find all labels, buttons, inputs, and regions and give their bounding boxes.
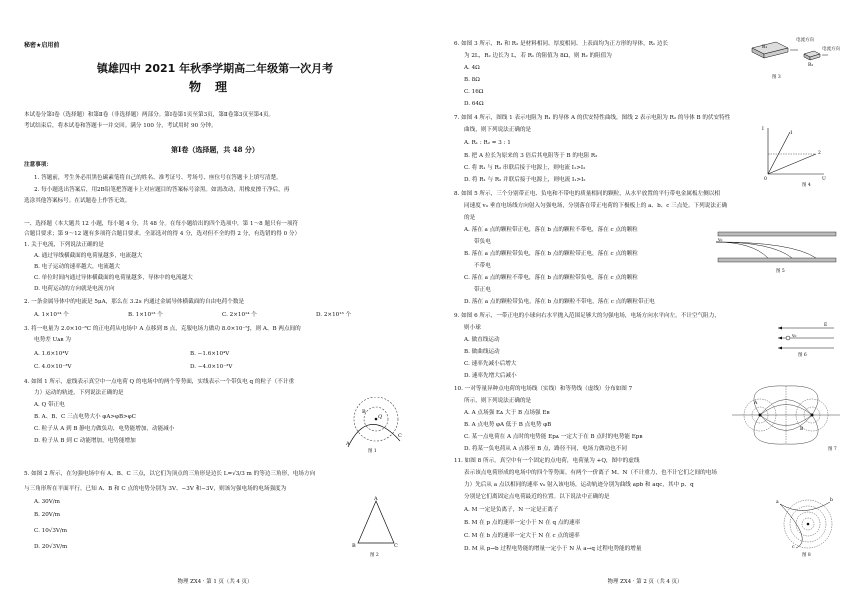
q8-option-a: A. 落在 a 点的颗粒带正电，落在 b 点的颗粒不带电，落在 c 点的颗粒 (464, 227, 638, 233)
svg-text:C: C (398, 433, 402, 439)
figure-5-caption: 图 5 (776, 269, 785, 274)
svg-text:0: 0 (764, 177, 767, 182)
q7-option-a: A. R₁ : R₂ = 3 : 1 (464, 140, 511, 146)
q4-option-d: D. 粒子从 B 到 C 动能增加，电势能增加 (34, 438, 136, 444)
figure-6-caption: 图 6 (798, 353, 807, 358)
svg-text:R₁: R₁ (762, 45, 768, 50)
notice-1: 1. 答题前，考生务必用黑色碳素笔将自己的姓名、准考证号、考场号、座位号在答题卡上填写清楚。 (34, 175, 282, 181)
q11-stem-3: 力）先后从 a 点以相同的速率 v₀ 射入该电场，运动轨迹分别为曲线 apb 和 aqc，其中 p、q (464, 482, 694, 488)
q6-option-b: B. 8Ω (464, 77, 480, 83)
notice-2: 2. 每小题选出答案后，用2B铅笔把答题卡上对应题目的答案标号涂黑。如需改动，用橡皮擦干净后，再 (34, 187, 290, 193)
section1-line-2: 合题目要求；第 9～12 题有多项符合题目要求。全部选对的得 4 分，选对但不全的得 2 分，有选错的得 0 分） (24, 231, 301, 237)
q6-stem-2: 为 2L，R₂ 边长为 L，若 R₁ 的阻值为 8Ω，则 R₂ 的阻值为 (464, 53, 612, 59)
svg-text:B: B (800, 427, 804, 432)
q1-option-a: A. 通过导线横截面的电荷量越多，电流越大 (34, 253, 143, 259)
q4-stem-1: 4. 如图 1 所示，虚线表示真空中一点电荷 Q 的电场中的两个等势面，实线表示一个带负电 q 的粒子（不计重 (24, 379, 295, 385)
exam-title: 镇雄四中 2021 年秋季学期高二年级第一次月考 (96, 62, 334, 75)
q1-stem: 1. 关于电流，下列说法正确的是 (24, 242, 104, 248)
q4-option-a: A. Q 带正电 (34, 402, 65, 408)
figure-1-caption: 图 1 (368, 449, 377, 454)
q5-stem-2: 与三角形所在平面平行。已知 A、B 和 C 点的电势分别为 3V、−3V 和−3V，则该匀强电场的电场强度为 (24, 486, 287, 492)
figure-1 (338, 397, 408, 455)
q3-stem-1: 3. 将一电量为 2.0×10⁻⁸C 的正电荷从电场中 A 点移到 B 点，克服电场力做功 8.0×10⁻⁵J，则 A、B 两点间的 (24, 326, 301, 332)
svg-text:a: a (776, 500, 779, 505)
figure-3 (748, 36, 838, 76)
q2-option-c: C. 2×10¹⁴ 个 (222, 312, 257, 318)
svg-text:v₀: v₀ (718, 238, 723, 243)
q6-option-a: A. 4Ω (464, 65, 480, 71)
notice-title: 注意事项： (24, 162, 52, 168)
svg-text:2: 2 (818, 151, 821, 156)
svg-text:C: C (394, 543, 398, 549)
q1-option-d: D. 电荷运动的方向就是电流方向 (34, 286, 115, 292)
q10-stem-2: 所示，则下列说法正确的是 (464, 398, 532, 404)
q9-option-a: A. 做直线运动 (464, 337, 500, 343)
figure-2-caption: 图 2 (370, 553, 379, 558)
svg-text:A: A (754, 401, 758, 406)
q1-option-c: C. 单位时间内通过导体横截面的电荷量越多，导体中的电流越大 (34, 275, 193, 281)
svg-text:E: E (824, 323, 828, 328)
q8-stem-2: 同速度 v₀ 垂直电场线方向射入匀强电场，分别落在带正电荷的下极板上的 a、b、c 三点处。下列说法正确 (464, 203, 728, 209)
q10-option-c: C. 某一点电荷在 A 点时的电势能 Epᴀ 一定大于在 B 点时的电势能 Epʙ (464, 434, 643, 440)
page-2-footer: 物理 ZX4 · 第 2 页（共 4 页） (607, 579, 683, 585)
q5-option-b: B. 20V/m (34, 512, 61, 518)
q8-option-c: C. 落在 a 点的颗粒不带电，落在 b 点的颗粒带负电，落在 c 点的颗粒 (464, 275, 638, 281)
subject-title: 物理 (188, 80, 241, 94)
svg-text:A: A (374, 496, 378, 502)
q4-stem-2: 力）运动的轨迹，下列说法正确的是 (34, 390, 124, 396)
q7-stem-1: 7. 如图 4 所示，图线 1 表示电阻为 R₁ 的导体 A 的伏安特性曲线，图线 2 表示电阻为 R₂ 的导体 B 的伏安特性 (454, 115, 731, 121)
q5-option-a: A. 30V/m (34, 499, 60, 505)
q8-stem-1: 8. 如图 5 所示，三个分别带正电、负电和不带电的质量相同的颗粒，从水平放置的平行带电金属板左侧以相 (454, 191, 720, 197)
svg-text:Q: Q (378, 414, 383, 420)
figure-2 (350, 495, 400, 551)
q11-option-c: C. M 在 b 点的速率一定大于 N 在 c 点的速率 (464, 533, 580, 539)
figure-8 (774, 494, 840, 550)
q3-option-c: C. 4.0×10⁻³V (34, 364, 72, 370)
q7-stem-2: 曲线，则下列说法正确的是 (464, 127, 532, 133)
svg-text:B: B (352, 543, 356, 549)
figure-8-caption: 图 8 (802, 553, 811, 558)
figure-5 (712, 228, 842, 272)
q10-option-d: D. 将某一负电荷从 A 点移至 B 点，路径不同，电场力做功也不同 (464, 446, 627, 452)
svg-text:I: I (762, 127, 764, 132)
svg-text:R₂: R₂ (808, 63, 814, 68)
q4-option-b: B. A、B、C 三点电势大小 φA>φB>φC (34, 414, 136, 420)
q2-option-a: A. 1×10¹⁴ 个 (34, 312, 69, 318)
q5-stem-1: 5. 如图 2 所示，在匀强电场中有 A、B、C 三点，以它们为顶点的三角形是边长 L=√3/3 m 的等边三角形，电场方向 (24, 471, 316, 477)
svg-text:v₀: v₀ (792, 334, 797, 339)
q8-option-a-cont: 带负电 (474, 239, 491, 245)
secret-label: 秘密★启用前 (24, 42, 60, 49)
q9-option-b: B. 做曲线运动 (464, 349, 500, 355)
figure-7 (730, 384, 842, 446)
svg-text:b: b (830, 498, 833, 503)
q5-option-d: D. 20√3V/m (34, 544, 68, 550)
q2-stem: 2. 一条金属导体中的电流是 5μA，那么在 3.2s 内通过金属导体横截面的自由电荷个数是 (24, 299, 245, 305)
q11-stem-1: 11. 如图 8 所示，真空中有一个固定的点电荷，电荷量为 +Q，图中的虚线 (454, 458, 640, 464)
q10-option-a: A. A 点场强 Eᴀ 大于 B 点场强 Eʙ (464, 410, 550, 416)
q4-option-c: C. 粒子从 A 到 B 静电力做负功，电势能增加，动能减小 (34, 426, 175, 432)
q8-option-c-cont: 带正电 (474, 287, 491, 293)
q10-stem-1: 10. 一对等量异种点电荷的电场线（实线）和等势线（虚线）分布如图 7 (454, 386, 633, 392)
q11-option-b: B. M 在 p 点的速率一定小于 N 在 q 点的速率 (464, 520, 581, 526)
svg-text:c: c (792, 545, 795, 550)
svg-text:1: 1 (790, 131, 793, 136)
figure-6 (768, 322, 838, 356)
intro-line-2: 考试结束后，将本试卷和答题卡一并交回。满分 100 分，考试用时 90 分钟。 (24, 123, 217, 129)
q11-stem-2: 表示该点电荷形成的电场中的四个等势面。有两个一价离子 M、N（不计重力，也不计它们之间的电场 (464, 470, 717, 476)
q7-option-c: C. 将 R₁ 与 R₂ 串联后接于电源上，则电流 I₁>I₂ (464, 165, 586, 171)
page-2 (430, 0, 860, 589)
svg-text:A: A (346, 441, 350, 447)
q9-option-d: D. 速率先增大后减小 (464, 373, 517, 379)
q11-option-a: A. M 一定是负离子，N 一定是正离子 (464, 507, 559, 513)
q10-option-b: B. A 点电势 φA 低于 B 点电势 φB (464, 422, 552, 428)
section1-line-1: 一、选择题（本大题共 12 小题，每小题 4 分，共 48 分。在每小题给出的四个选项中，第 1～8 题只有一项符 (24, 221, 299, 227)
figure-3-label-1: 电流方向 (796, 38, 814, 43)
figure-7-caption: 图 7 (828, 447, 837, 452)
q6-stem-1: 6. 如图 3 所示，R₁ 和 R₂ 是材料相同、厚度相同、上表面均为正方形的导体，R₁ 边长 (454, 41, 669, 47)
section-heading-1: 第Ⅰ卷（选择题，共 48 分） (171, 145, 259, 154)
q2-option-b: B. 1×10¹³ 个 (128, 312, 163, 318)
q3-option-b: B. −1.6×10⁴V (190, 351, 230, 357)
q9-option-c: C. 速率先减小后增大 (464, 361, 517, 367)
q7-option-b: B. 把 A 拉长为原来的 3 倍后其电阻等于 B 的电阻 R₂ (464, 153, 598, 159)
intro-line-1: 本试卷分第Ⅰ卷（选择题）和第Ⅱ卷（非选择题）两部分。第Ⅰ卷第1页至第3页，第Ⅱ卷第3页至第4页。 (24, 112, 275, 118)
q8-option-d: D. 落在 a 点的颗粒带负电，落在 b 点的颗粒不带电，落在 c 点的颗粒带正电 (464, 299, 655, 305)
figure-3-caption: 图 3 (772, 75, 781, 80)
q11-stem-4: 分别是它们离固定点电荷最近的位置。以下说法中正确的是 (464, 494, 610, 500)
figure-4 (760, 124, 830, 182)
figure-4-caption: 图 4 (802, 183, 811, 188)
notice-3: 选涂其他答案标号。在试题卷上作答无效。 (24, 198, 131, 204)
q8-option-b: B. 落在 a 点的颗粒带负电，落在 b 点的颗粒带正电，落在 c 点的颗粒 (464, 251, 638, 257)
q8-stem-3: 的是 (464, 215, 476, 221)
svg-text:B: B (362, 409, 366, 415)
svg-text:U: U (822, 177, 826, 182)
q5-option-c: C. 10√3V/m (34, 528, 68, 534)
q3-stem-2: 电势差 Uᴀʙ 为 (34, 337, 71, 343)
q11-option-d: D. M 从 p→b 过程电势能的增量一定小于 N 从 a→q 过程电势能的增量 (464, 546, 642, 552)
q9-stem-2: 则小球 (464, 325, 481, 331)
q9-stem-1: 9. 如图 6 所示，一带正电的小球向右水平抛入范围足够大的匀强电场，电场方向水平向左。不计空气阻力， (454, 313, 720, 319)
q8-option-b-cont: 不带电 (474, 263, 491, 269)
q6-option-d: D. 64Ω (464, 101, 484, 107)
q2-option-d: D. 2×10¹³ 个 (316, 312, 352, 318)
q3-option-a: A. 1.6×10⁴V (34, 351, 69, 357)
q7-option-d: D. 将 R₁ 与 R₂ 并联后接于电源上，则电流 I₁>I₂ (464, 177, 586, 183)
q1-option-b: B. 电子运动的速率越大，电流越大 (34, 264, 120, 270)
q6-option-c: C. 16Ω (464, 89, 484, 95)
page-1-footer: 物理 ZX4 · 第 1 页（共 4 页） (177, 579, 253, 585)
figure-3-label-2: 电流方向 (822, 47, 840, 52)
q3-option-d: D. −4.0×10⁻³V (190, 364, 233, 370)
